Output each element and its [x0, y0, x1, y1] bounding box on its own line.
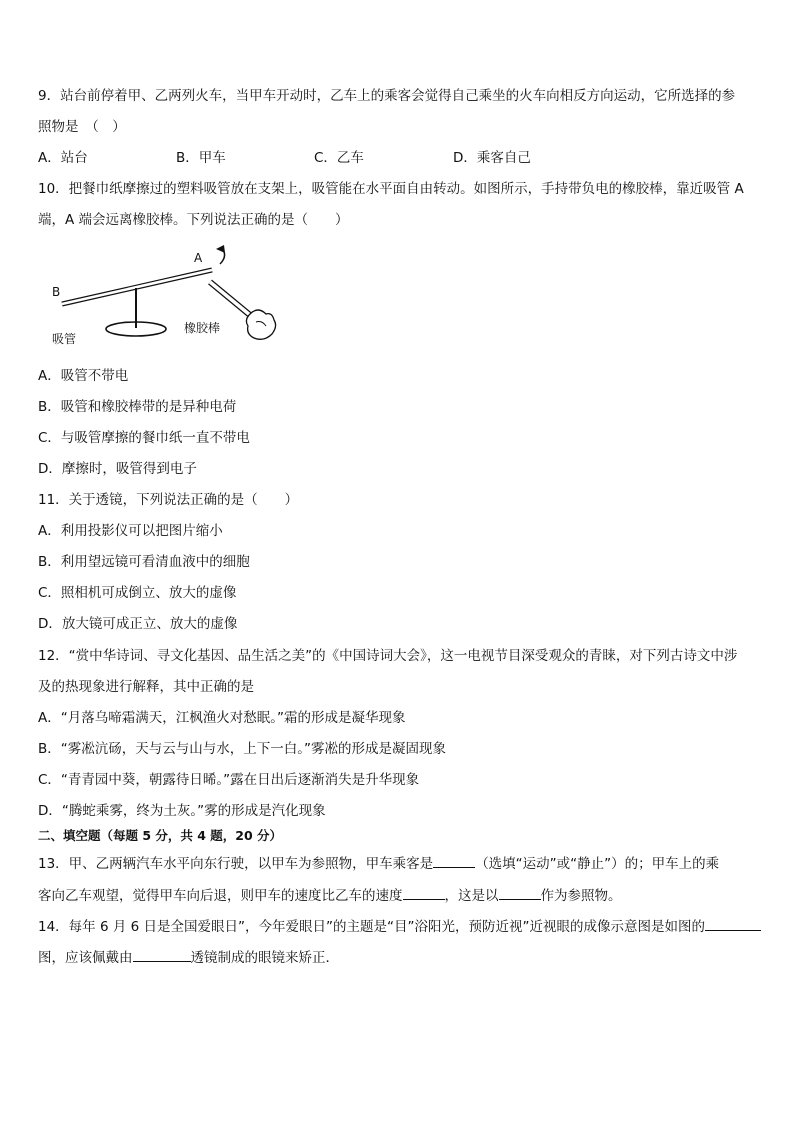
q9-option-c: C．乙车 — [314, 150, 364, 166]
q11-line-1: 11．关于透镜，下列说法正确的是（ ） — [38, 492, 299, 508]
q9-line-1: 9．站台前停着甲、乙两列火车，当甲车开动时，乙车上的乘客会觉得自己乘坐的火车向相反方向运动，它所选择的参 — [38, 88, 736, 104]
q13-blank-1[interactable] — [433, 855, 475, 868]
q13-text-2: （选填“运动”或“静止”）的；甲车上的乘 — [475, 856, 720, 872]
q12-option-a: A．“月落乌啼霜满天，江枫渔火对愁眠。”霜的形成是凝华现象 — [38, 710, 406, 726]
q13-text-5: 作为参照物。 — [540, 888, 622, 904]
q10-option-d: D．摩擦时，吸管得到电子 — [38, 461, 197, 477]
q14-text-3: 透镜制成的眼镜来矫正． — [190, 950, 339, 966]
q12-option-d: D．“腾蛇乘雾，终为土灰。”雾的形成是汽化现象 — [38, 803, 326, 819]
q13-text-4: ，这是以 — [444, 888, 499, 904]
q14-blank-2[interactable] — [133, 949, 191, 962]
q12-option-b: B．“雾凇沆砀，天与云与山与水，上下一白。”雾凇的形成是凝固现象 — [38, 741, 446, 757]
label-rod: 橡胶棒 — [184, 321, 221, 335]
q11-option-b: B．利用望远镜可看清血液中的细胞 — [38, 554, 250, 570]
label-a: A — [194, 251, 203, 265]
q13-blank-2[interactable] — [403, 887, 445, 900]
q11-option-c: C．照相机可成倒立、放大的虚像 — [38, 585, 237, 601]
q14-text-2: 图，应该佩戴由 — [38, 950, 133, 966]
q13-line-2 — [38, 884, 622, 904]
label-b: B — [52, 285, 61, 299]
q14-text-1: 14．每年 6 月 6 日是全国爱眼日”，今年爱眼日”的主题是“目”浴阳光，预防近视”近视眼的成像示意图是如图的 — [38, 919, 705, 935]
hand-icon — [246, 310, 275, 339]
q10-line-1: 10．把餐巾纸摩擦过的塑料吸管放在支架上，吸管能在水平面自由转动。如图所示，手持带负电的橡胶棒，靠近吸管 A — [38, 181, 744, 197]
q11-option-d: D．放大镜可成正立、放大的虚像 — [38, 616, 238, 632]
straw-rod-figure — [44, 242, 284, 354]
q12-line-2: 及的热现象进行解释，其中正确的是 — [38, 679, 254, 695]
q14-line-2 — [38, 946, 339, 966]
q10-option-c: C．与吸管摩擦的餐巾纸一直不带电 — [38, 430, 250, 446]
q12-option-c: C．“青青园中葵，朝露待日晞。”露在日出后逐渐消失是升华现象 — [38, 772, 420, 788]
q13-text-3: 客向乙车观望，觉得甲车向后退，则甲车的速度比乙车的速度 — [38, 888, 403, 904]
q10-option-b: B．吸管和橡胶棒带的是异种电荷 — [38, 399, 237, 415]
q14-line-1 — [38, 915, 761, 935]
q13-text-1: 13．甲、乙两辆汽车水平向东行驶，以甲车为参照物，甲车乘客是 — [38, 856, 434, 872]
q9-option-b: B．甲车 — [176, 150, 226, 166]
q9-line-2: 照物是 （ ） — [38, 119, 126, 135]
q9-option-a: A．站台 — [38, 150, 88, 166]
rotation-arrow-head — [216, 245, 225, 253]
q11-option-a: A．利用投影仪可以把图片缩小 — [38, 523, 223, 539]
section-heading: 二、填空题（每题 5 分，共 4 题，20 分） — [38, 828, 283, 843]
q9-option-d: D．乘客自己 — [453, 150, 531, 166]
q10-line-2: 端，A 端会远离橡胶棒。下列说法正确的是（ ） — [38, 212, 349, 228]
q14-blank-1[interactable] — [705, 918, 761, 931]
q10-option-a: A．吸管不带电 — [38, 368, 129, 384]
q13-line-1 — [38, 852, 719, 872]
q13-blank-3[interactable] — [499, 887, 541, 900]
label-straw: 吸管 — [52, 332, 77, 346]
q12-line-1: 12．“赏中华诗词、寻文化基因、品生活之美”的《中国诗词大会》，这一电视节目深受观众的青睐，对下列古诗文中涉 — [38, 648, 738, 664]
